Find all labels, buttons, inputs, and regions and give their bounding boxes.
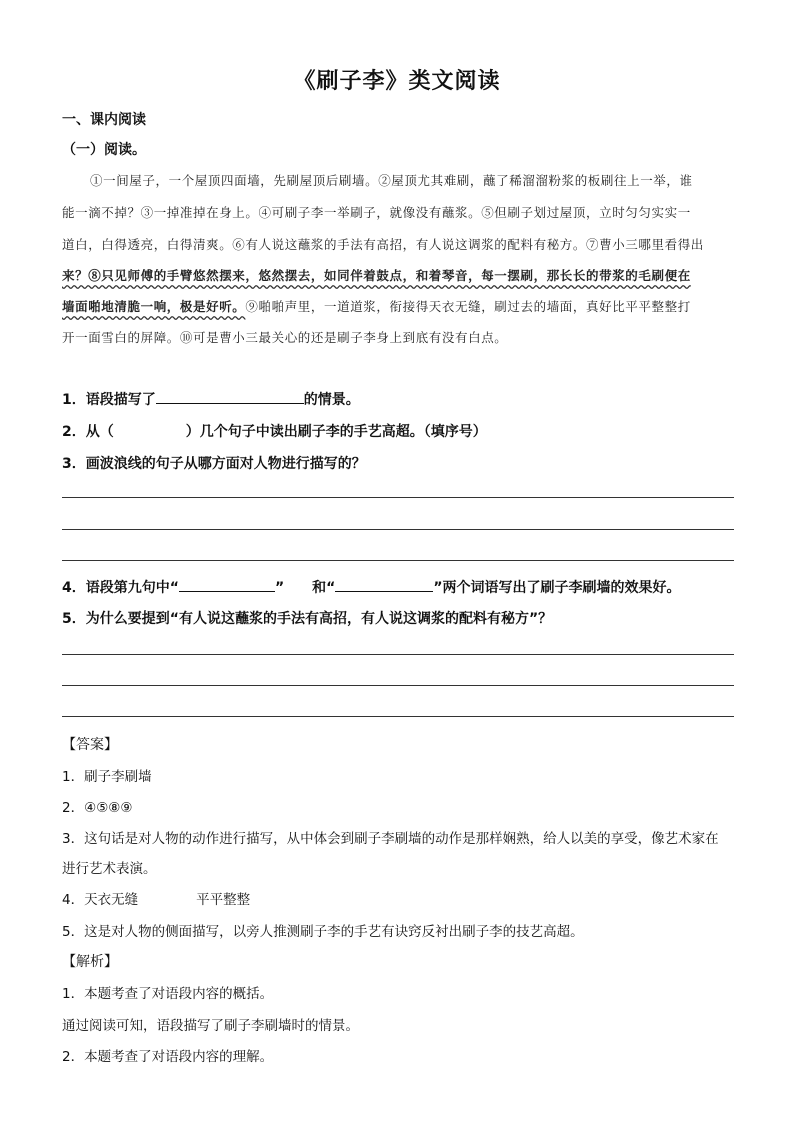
answer-blank[interactable] (156, 390, 304, 404)
passage-line: 能一滴不掉？③一掉准掉在身上。④可刷子李一举刷子，就像没有蘸浆。⑤但刷子划过屋顶，立时匀匀实实一 (62, 205, 691, 220)
question-4-text-end: ”两个词语写出了刷子李刷墙的效果好。 (433, 580, 681, 596)
question-4-and: 和“ (312, 580, 336, 596)
answer-3-line: 进行艺术表演。 (62, 861, 157, 877)
passage-wavy-segment: 墙面啪地清脆一响，极是好听。 (62, 299, 246, 314)
question-1-text-end: 的情景。 (303, 392, 360, 408)
answer-blank[interactable] (335, 578, 433, 592)
answer-line[interactable] (62, 716, 734, 717)
question-5: 5．为什么要提到“有人说这蘸浆的手法有高招，有人说这调浆的配料有秘方”？ (62, 611, 553, 627)
passage-segment: ⑨啪啪声里，一道道浆，衔接得天衣无缝，刷过去的墙面，真好比平平整整打 (245, 299, 691, 314)
subsection-heading: （一）阅读。 (62, 142, 146, 158)
answer-5: 5．这是对人物的侧面描写，以旁人推测刷子李的手艺有诀窍反衬出刷子李的技艺高超。 (62, 924, 584, 940)
question-2-text: 2．从（ (62, 424, 114, 440)
answer-4-first: 4．天衣无缝 (62, 892, 139, 908)
analysis-paragraph: 2．本题考查了对语段内容的理解。 (62, 1049, 274, 1065)
question-1 (62, 389, 360, 409)
answer-4-second: 平平整整 (196, 892, 251, 908)
section-heading: 一、课内阅读 (62, 112, 146, 128)
question-1-text: 1．语段描写了 (62, 392, 156, 408)
answer-4 (62, 888, 250, 908)
question-2-text-end: ）几个句子中读出刷子李的手艺高超。（填序号） (185, 424, 487, 440)
answer-heading: 【答案】 (62, 737, 118, 753)
answer-3-line: 3．这句话是对人物的动作进行描写，从中体会到刷子李刷墙的动作是那样娴熟，给人以美的享受，像艺术家在 (62, 831, 719, 847)
question-4-quote: ” (274, 580, 285, 596)
answer-line[interactable] (62, 560, 734, 561)
passage-line: 开一面雪白的屏障。⑩可是曹小三最关心的还是刷子李身上到底有没有白点。 (62, 330, 508, 345)
answer-line[interactable] (62, 654, 734, 655)
page-title: 《刷子李》类文阅读 (293, 68, 501, 94)
answer-2: 2．④⑤⑧⑨ (62, 800, 133, 816)
analysis-paragraph: 1．本题考查了对语段内容的概括。 (62, 986, 274, 1002)
passage-line (62, 297, 691, 315)
passage-line: ①一间屋子，一个屋顶四面墙，先刷屋顶后刷墙。②屋顶尤其难刷，蘸了稀溜溜粉浆的板刷往上一举，谁 (90, 173, 693, 188)
answer-blank[interactable] (179, 578, 275, 592)
answer-1: 1．刷子李刷墙 (62, 769, 152, 785)
answer-line[interactable] (62, 685, 734, 686)
passage-line: 道白，白得透亮，白得清爽。⑥有人说这蘸浆的手法有高招，有人说这调浆的配料有秘方。⑦曹小三哪里看得出 (62, 237, 704, 252)
answer-line[interactable] (62, 497, 734, 498)
analysis-paragraph: 通过阅读可知，语段描写了刷子李刷墙时的情景。 (62, 1018, 359, 1034)
question-4 (62, 577, 681, 597)
analysis-heading: 【解析】 (62, 954, 118, 970)
answer-line[interactable] (62, 529, 734, 530)
question-3: 3．画波浪线的句子从哪方面对人物进行描写的？ (62, 456, 366, 472)
question-2 (62, 421, 487, 441)
question-4-text: 4．语段第九句中“ (62, 580, 179, 596)
passage-line-wavy: 来？⑧只见师傅的手臂悠然摆来，悠然摆去，如同伴着鼓点，和着琴音，每一摆刷，那长长的带浆的毛刷便在 (62, 268, 691, 283)
